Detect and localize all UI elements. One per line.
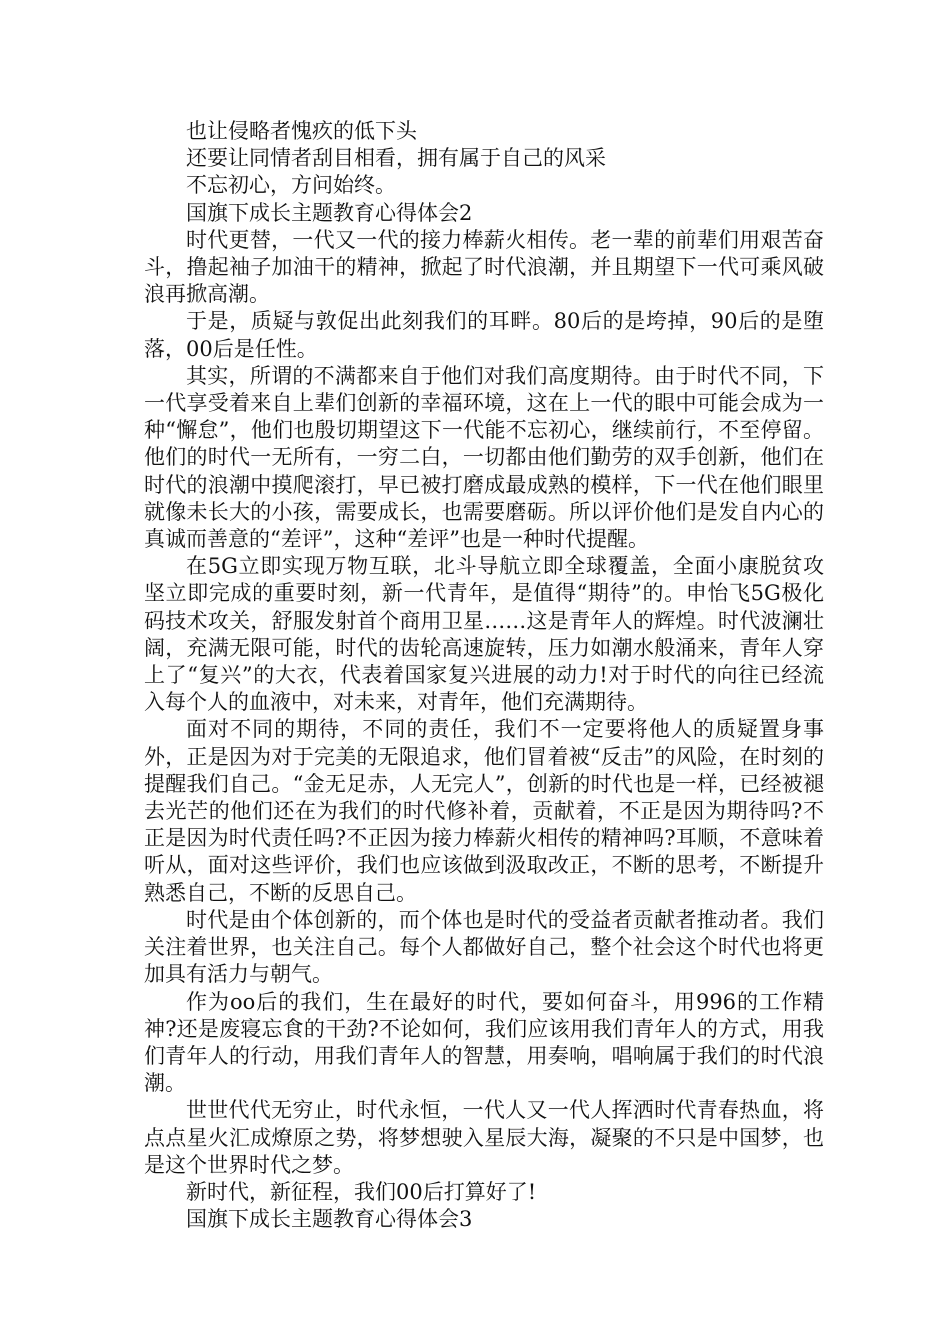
paragraph: 作为oo后的我们，生在最好的时代，要如何奋斗，用996的工作精神?还是废寝忘食的干劲?不论如何，我们应该用我们青年人的方式，用我们青年人的行动，用我们青年人的智慧，用奏响，唱响属于我们的时代浪潮。 [144,989,824,1096]
paragraph: 于是，质疑与敦促出此刻我们的耳畔。80后的是垮掉，90后的是堕落，00后是任性。 [144,309,824,361]
paragraph: 不忘初心，方问始终。 [186,173,396,198]
paragraph: 其实，所谓的不满都来自于他们对我们高度期待。由于时代不同，下一代享受着来自上辈们创新的幸福环境，这在上一代的眼中可能会成为一种“懈怠”，他们也殷切期望这下一代能不忘初心，继续前行，不至停留。他们的时代一无所有，一穷二白，一切都由他们勤劳的双手创新，他们在时代的浪潮中摸爬滚打，早已被打磨成最成熟的模样，下一代在他们眼里就像未长大的小孩，需要成长，也需要磨砺。所以评价他们是发自内心的真诚而善意的“差评”，这种“差评”也是一种时代提醒。 [144,363,824,552]
paragraph: 面对不同的期待，不同的责任，我们不一定要将他人的质疑置身事外，正是因为对于完美的无限追求，他们冒着被“反击”的风险，在时刻的提醒我们自己。“金无足赤，人无完人”，创新的时代也是一样，已经被褪去光芒的他们还在为我们的时代修补着，贡献着，不正是因为期待吗?不正是因为时代责任吗?不正因为接力棒薪火相传的精神吗?耳顺，不意味着听从，面对这些评价，我们也应该做到汲取改正，不断的思考，不断提升熟悉自己，不断的反思自己。 [144,717,824,905]
paragraph: 新时代，新征程，我们00后打算好了! [186,1179,537,1204]
paragraph: 世世代代无穷止，时代永恒，一代人又一代人挥洒时代青春热血，将点点星火汇成燎原之势，将梦想驶入星辰大海，凝聚的不只是中国梦，也是这个世界时代之梦。 [144,1098,824,1177]
paragraph: 还要让同情者刮目相看，拥有属于自己的风采 [186,146,606,171]
section-heading: 国旗下成长主题教育心得体会2 [186,200,473,225]
document-body [144,118,824,1233]
paragraph: 在5G立即实现万物互联，北斗导航立即全球覆盖，全面小康脱贫攻坚立即完成的重要时刻，新一代青年，是值得“期待”的。申怡飞5G极化码技术攻关，舒服发射首个商用卫星……这是青年人的辉煌。时代波澜壮阔，充满无限可能，时代的齿轮高速旋转，压力如潮水般涌来，青年人穿上了“复兴”的大衣，代表着国家复兴进展的动力!对于时代的向往已经流入每个人的血液中，对未来，对青年，他们充满期待。 [144,554,824,715]
paragraph: 也让侵略者愧疚的低下头 [186,119,417,143]
section-heading: 国旗下成长主题教育心得体会3 [186,1207,473,1232]
paragraph: 时代更替，一代又一代的接力棒薪火相传。老一辈的前辈们用艰苦奋斗，撸起袖子加油干的精神，掀起了时代浪潮，并且期望下一代可乘风破浪再掀高潮。 [144,227,824,307]
paragraph: 时代是由个体创新的，而个体也是时代的受益者贡献者推动者。我们关注着世界，也关注自己。每个人都做好自己，整个社会这个时代也将更加具有活力与朝气。 [144,907,824,987]
